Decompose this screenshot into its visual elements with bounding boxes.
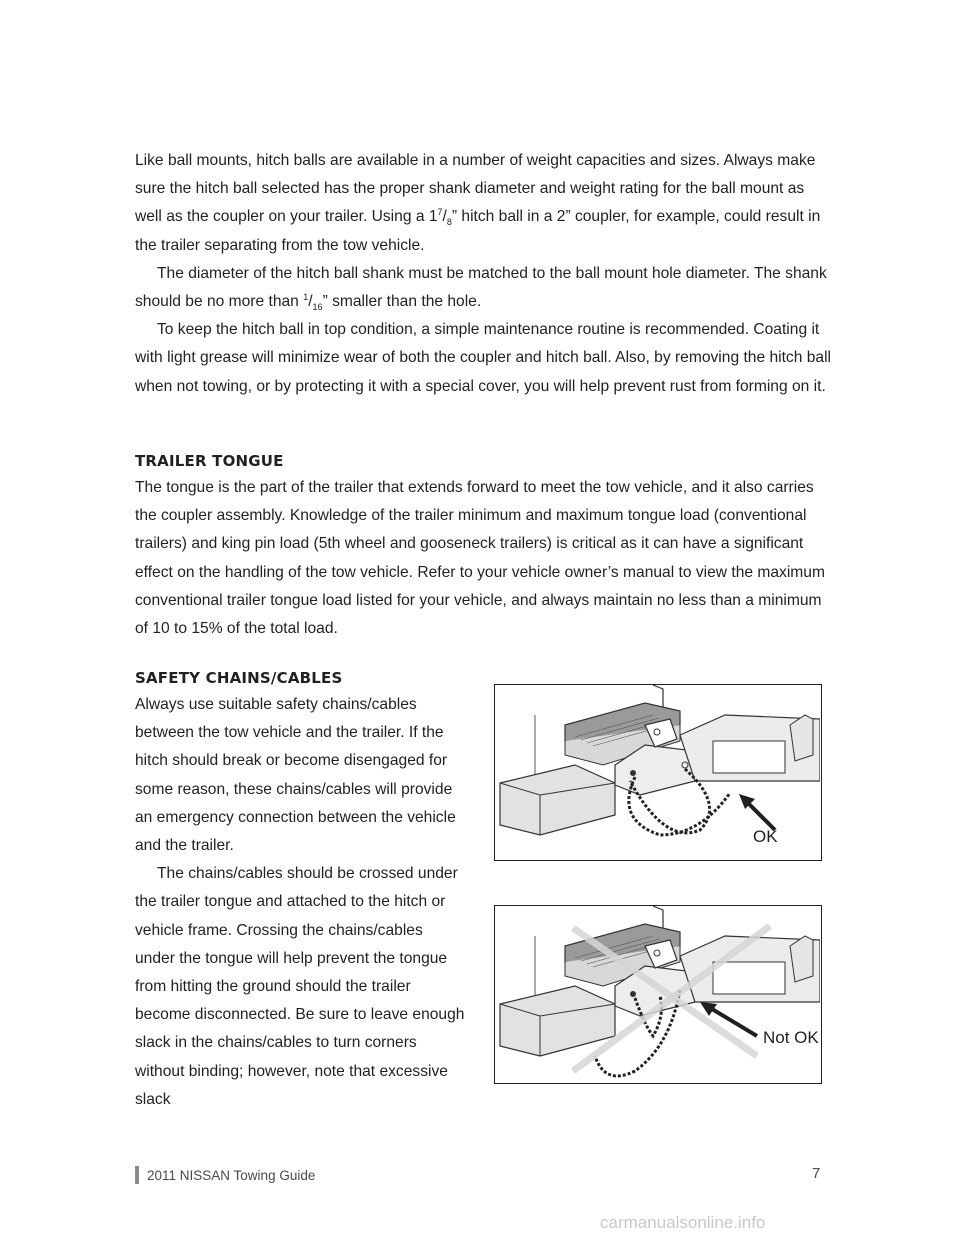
chains-not-ok-illustration	[495, 906, 820, 1082]
fraction-denominator: 8	[446, 217, 452, 228]
safety-chains-paragraph-2: The chains/cables should be crossed under the trailer tongue and attached to the hitch or vehicle frame. Crossing the chains/cables under the tongue will help prevent the tongue from hitting the ground should the trailer become disconnected. Be sure to leave enough slack in the chains/cables to turn corners without binding; however, note that excessive slack	[135, 865, 465, 1108]
safety-chains-heading: SAFETY CHAINS/CABLES	[135, 669, 343, 687]
hitch-ball-p1-tail: ” hitch ball in a 2” coupler, for example, could result in the trailer separating from the tow vehicle.	[135, 208, 821, 254]
footer-bar	[135, 1166, 139, 1184]
trailer-tongue-section	[135, 474, 835, 643]
hitch-ball-p2-tail: ” smaller than the hole.	[322, 293, 482, 311]
hitch-ball-paragraph-3: To keep the hitch ball in top condition, a simple maintenance routine is recommended. Coating it with light grease will minimize wear of both the coupler and hitch ball. Also, by removing the hitch ball when not towing, or by protecting it with a special cover, you will help prevent rust from forming on it.	[135, 321, 832, 395]
hitch-ball-p1-text: Like ball mounts, hitch balls are available in a number of weight capacities and sizes. Always make sure the hitch ball selected has the proper shank diameter and weight rating for the ball mount as well as the coupler on your trailer. Using a 1	[135, 152, 816, 226]
footer-guide-title: 2011 NISSAN Towing Guide	[147, 1167, 316, 1183]
safety-chains-paragraph-1: Always use suitable safety chains/cables between the tow vehicle and the trailer. If the hitch should break or become disengaged for some reason, these chains/cables will provide an emergency connection between the vehicle and the trailer.	[135, 696, 456, 855]
page-footer	[135, 1166, 315, 1184]
ok-label: OK	[753, 827, 778, 846]
fraction-numerator: 1	[303, 291, 309, 302]
not-ok-label: Not OK	[763, 1028, 819, 1047]
hitch-ball-paragraph-1: Like ball mounts, hitch balls are available in a number of weight capacities and sizes. Always make sure the hitch ball selected has the proper shank diameter and weight rating for the ball mount as well as the coupler on your trailer. Using a $1^7/_8$” hitch ball in a 2” coupler, for example, could result in the trailer separating from the tow vehicle.	[135, 152, 821, 254]
figure-chains-crossed-ok	[494, 684, 822, 861]
hitch-ball-p2-text: The diameter of the hitch ball shank must be matched to the ball mount hole diameter. The shank should be no more than	[135, 264, 827, 311]
trailer-tongue-body: The tongue is the part of the trailer that extends forward to meet the tow vehicle, and it also carries the coupler assembly. Knowledge of the trailer minimum and maximum tongue load (conventional trailers) and king pin load (5th wheel and gooseneck trailers) is critical as it can have a significant effect on the handling of the tow vehicle. Refer to your vehicle owner’s manual to view the maximum conventional trailer tongue load listed for your vehicle, and always maintain no less than a minimum of 10 to 15% of the total load.	[135, 479, 825, 638]
watermark-text: carmanualsonline.info	[600, 1213, 766, 1232]
hitch-ball-paragraph-2: The diameter of the hitch ball shank must be matched to the ball mount hole diameter. The shank should be no more than $^1/_{16}$” smaller than the hole.	[135, 264, 827, 313]
page-number: 7	[812, 1165, 821, 1182]
figure-chains-not-crossed	[494, 905, 822, 1084]
hitch-ball-section	[135, 147, 835, 401]
fraction-numerator: 7	[437, 207, 443, 218]
safety-chains-section	[135, 691, 465, 1114]
trailer-tongue-heading: TRAILER TONGUE	[135, 452, 284, 470]
fraction-denominator: 16	[312, 302, 323, 313]
chains-ok-illustration	[495, 685, 820, 859]
